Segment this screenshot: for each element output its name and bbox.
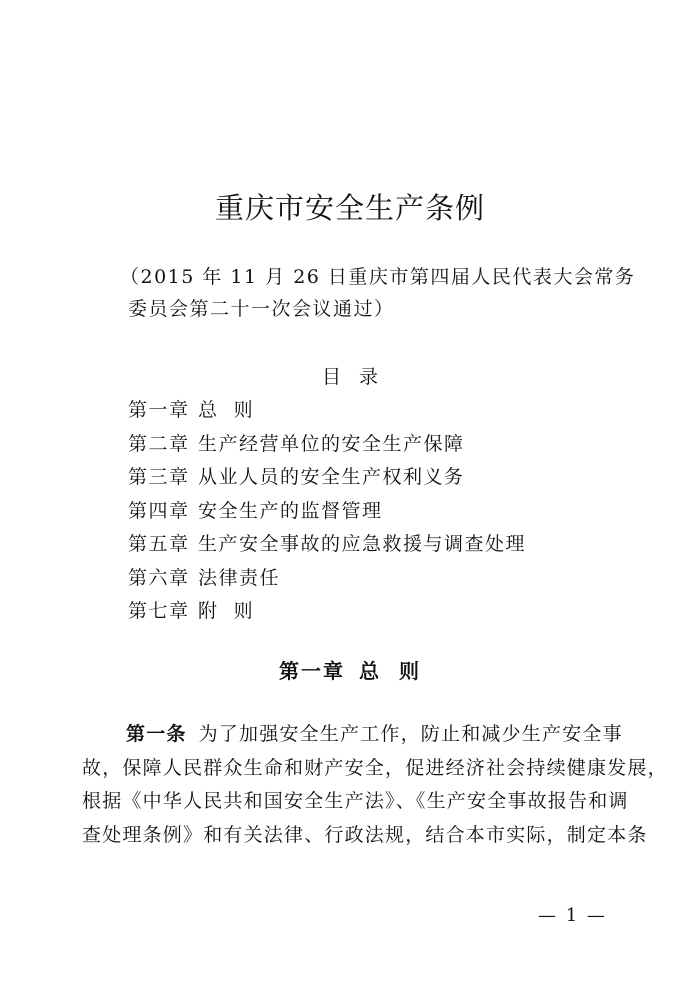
toc-chapter-number: 第七章	[128, 600, 190, 622]
article-line: 查处理条例》和有关法律、行政法规，结合本市实际，制定本条	[82, 823, 648, 846]
article-line	[82, 718, 623, 752]
toc-chapter-title: 安全生产的监督管理	[198, 499, 383, 522]
toc-chapter-title: 从业人员的安全生产权利义务	[198, 466, 465, 488]
toc-chapter-number: 第六章	[128, 566, 190, 589]
chapter-heading-number: 第一章	[279, 659, 346, 683]
toc-item	[128, 528, 526, 562]
subtitle-line-1: （2015 年 11 月 26 日重庆市第四届人民代表大会常务	[120, 266, 636, 288]
page-number: — 1 —	[538, 905, 607, 926]
toc-chapter-number: 第三章	[128, 466, 190, 488]
toc-chapter-number: 第一章	[128, 399, 190, 421]
toc-chapter-title: 生产安全事故的应急救援与调查处理	[198, 533, 527, 555]
article-text: 为了加强安全生产工作，防止和减少生产安全事	[198, 723, 623, 745]
toc-chapter-title: 生产经营单位的安全生产保障	[198, 432, 465, 455]
article-line: 故，保障人民群众生命和财产安全，促进经济社会持续健康发展，	[82, 756, 668, 779]
toc-item	[128, 595, 526, 629]
chapter-heading	[0, 655, 700, 684]
toc-chapter-number: 第五章	[128, 533, 190, 555]
toc-chapter-title: 法律责任	[198, 566, 281, 589]
toc-item	[128, 562, 526, 596]
article-paragraph	[82, 718, 668, 852]
toc-item	[128, 461, 526, 495]
article-line: 根据《中华人民共和国安全生产法》、《生产安全事故报告和调	[82, 790, 629, 812]
document-title: 重庆市安全生产条例	[214, 191, 485, 225]
article-number: 第一条	[126, 723, 187, 745]
toc-chapter-number: 第二章	[128, 432, 190, 455]
toc-chapter-title: 附 则	[198, 600, 255, 622]
toc-chapter-title: 总 则	[198, 399, 255, 421]
toc-chapter-number: 第四章	[128, 499, 190, 522]
toc-item	[128, 495, 526, 529]
subtitle-line-2: 委员会第二十一次会议通过）	[128, 298, 395, 320]
toc-item	[128, 428, 526, 462]
toc-item	[128, 394, 526, 428]
table-of-contents	[128, 394, 526, 629]
chapter-heading-title: 总 则	[359, 659, 421, 683]
toc-heading: 目录	[321, 366, 396, 388]
